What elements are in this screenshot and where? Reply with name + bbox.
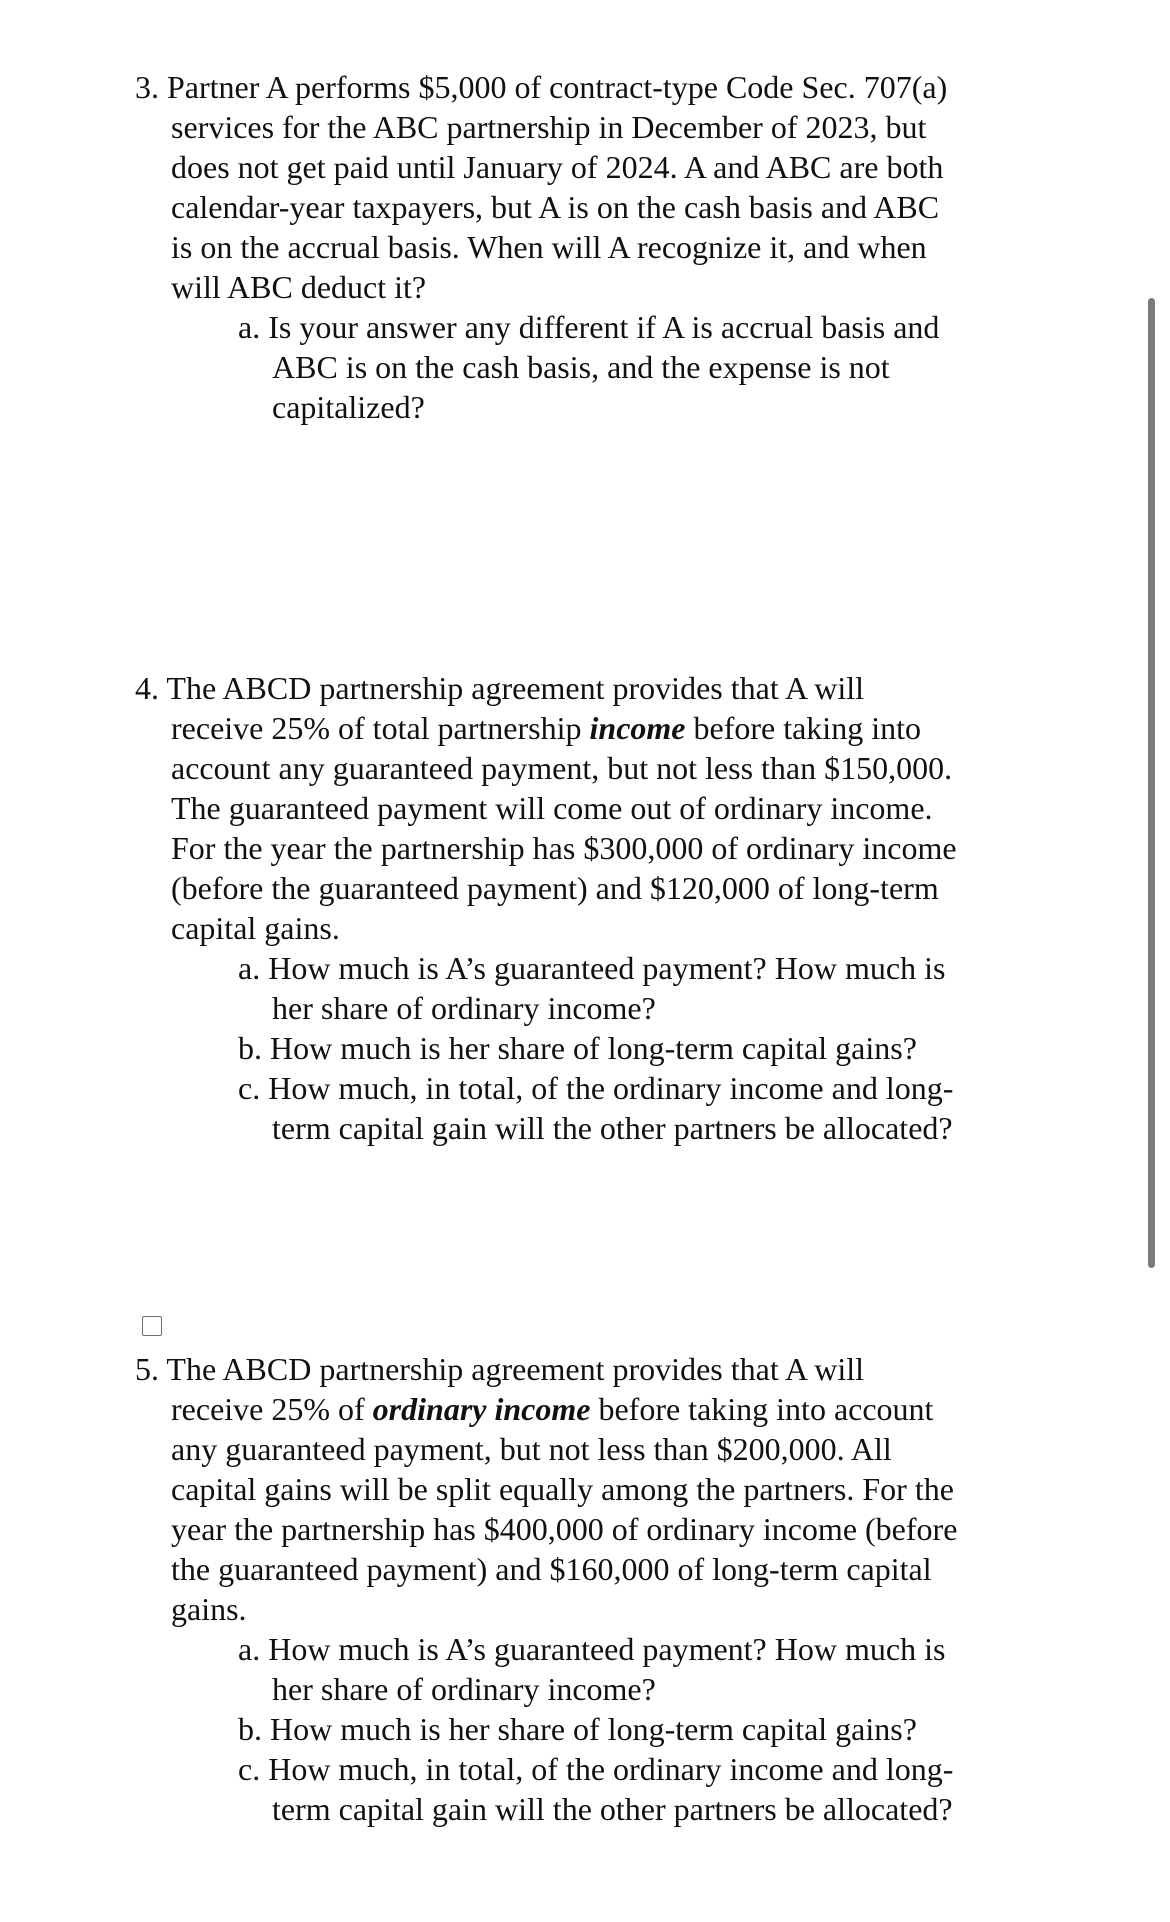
question-5-subpart-b xyxy=(238,1709,1035,1749)
question-4-line-5: For the year the partnership has $300,000 of ordinary income xyxy=(171,830,957,866)
question-5-line-2-post: before taking into account xyxy=(590,1391,934,1427)
question-5 xyxy=(135,1349,1035,1829)
question-3-line-4: calendar-year taxpayers, but A is on the cash basis and ABC xyxy=(171,189,940,225)
question-4-line-2 xyxy=(135,708,1035,748)
question-4c-line-2: term capital gain will the other partners be allocated? xyxy=(272,1110,953,1146)
question-5-line-6: the guaranteed payment) and $160,000 of long-term capital xyxy=(171,1551,932,1587)
question-5a-line-1: a. How much is A’s guaranteed payment? How much is xyxy=(238,1631,946,1667)
question-5-subpart-c xyxy=(238,1749,1035,1829)
question-4-emphasis-income: income xyxy=(589,710,686,746)
question-5-subpart-a xyxy=(238,1629,1035,1709)
question-4-subpart-a xyxy=(238,948,1035,1028)
question-4-line-6: (before the guaranteed payment) and $120,000 of long-term xyxy=(171,870,939,906)
question-3-line-2: services for the ABC partnership in December of 2023, but xyxy=(171,109,927,145)
question-4-line-1: 4. The ABCD partnership agreement provides that A will xyxy=(135,670,865,706)
question-4-line-3: account any guaranteed payment, but not less than $150,000. xyxy=(171,750,953,786)
question-5-line-2-pre: receive 25% of xyxy=(171,1391,373,1427)
question-4-line-7: capital gains. xyxy=(171,910,340,946)
question-5c-line-2: term capital gain will the other partners be allocated? xyxy=(272,1791,953,1827)
question-5-line-1: 5. The ABCD partnership agreement provides that A will xyxy=(135,1351,865,1387)
question-3 xyxy=(135,67,1035,427)
question-3a-line-2: ABC is on the cash basis, and the expense is not xyxy=(272,349,890,385)
question-4-subpart-c xyxy=(238,1068,1035,1148)
question-5a-line-2: her share of ordinary income? xyxy=(272,1671,656,1707)
question-4-line-4: The guaranteed payment will come out of ordinary income. xyxy=(171,790,933,826)
question-3-line-5: is on the accrual basis. When will A recognize it, and when xyxy=(171,229,927,265)
question-3-line-6: will ABC deduct it? xyxy=(171,269,427,305)
question-5-line-4: capital gains will be split equally among the partners. For the xyxy=(171,1471,954,1507)
question-4-subparts xyxy=(238,948,1035,1148)
question-3-line-1: 3. Partner A performs $5,000 of contract-type Code Sec. 707(a) xyxy=(135,69,948,105)
question-3-line-3: does not get paid until January of 2024. A and ABC are both xyxy=(171,149,944,185)
question-3-subpart-a xyxy=(238,307,1035,427)
question-5-emphasis-ordinary-income: ordinary income xyxy=(372,1391,591,1427)
question-5-line-7: gains. xyxy=(171,1591,247,1627)
question-3a-line-3: capitalized? xyxy=(272,389,425,425)
question-5-checkbox[interactable] xyxy=(142,1316,162,1336)
vertical-scrollbar[interactable] xyxy=(1148,298,1155,1268)
question-5-line-2 xyxy=(135,1389,1035,1429)
question-4-subpart-b xyxy=(238,1028,1035,1068)
question-5-line-5: year the partnership has $400,000 of ordinary income (before xyxy=(171,1511,958,1547)
question-4-line-2-post: before taking into xyxy=(685,710,921,746)
question-3a-line-1: a. Is your answer any different if A is accrual basis and xyxy=(238,309,940,345)
question-5-subparts xyxy=(238,1629,1035,1829)
question-4b-line-1: b. How much is her share of long-term capital gains? xyxy=(238,1030,917,1066)
question-4a-line-1: a. How much is A’s guaranteed payment? How much is xyxy=(238,950,946,986)
question-4-line-2-pre: receive 25% of total partnership xyxy=(171,710,590,746)
question-4a-line-2: her share of ordinary income? xyxy=(272,990,656,1026)
question-5-line-3: any guaranteed payment, but not less than $200,000. All xyxy=(171,1431,892,1467)
question-5c-line-1: c. How much, in total, of the ordinary income and long- xyxy=(238,1751,954,1787)
question-4 xyxy=(135,668,1035,1148)
question-3-subparts xyxy=(238,307,1035,427)
question-4c-line-1: c. How much, in total, of the ordinary income and long- xyxy=(238,1070,954,1106)
question-5b-line-1: b. How much is her share of long-term capital gains? xyxy=(238,1711,917,1747)
